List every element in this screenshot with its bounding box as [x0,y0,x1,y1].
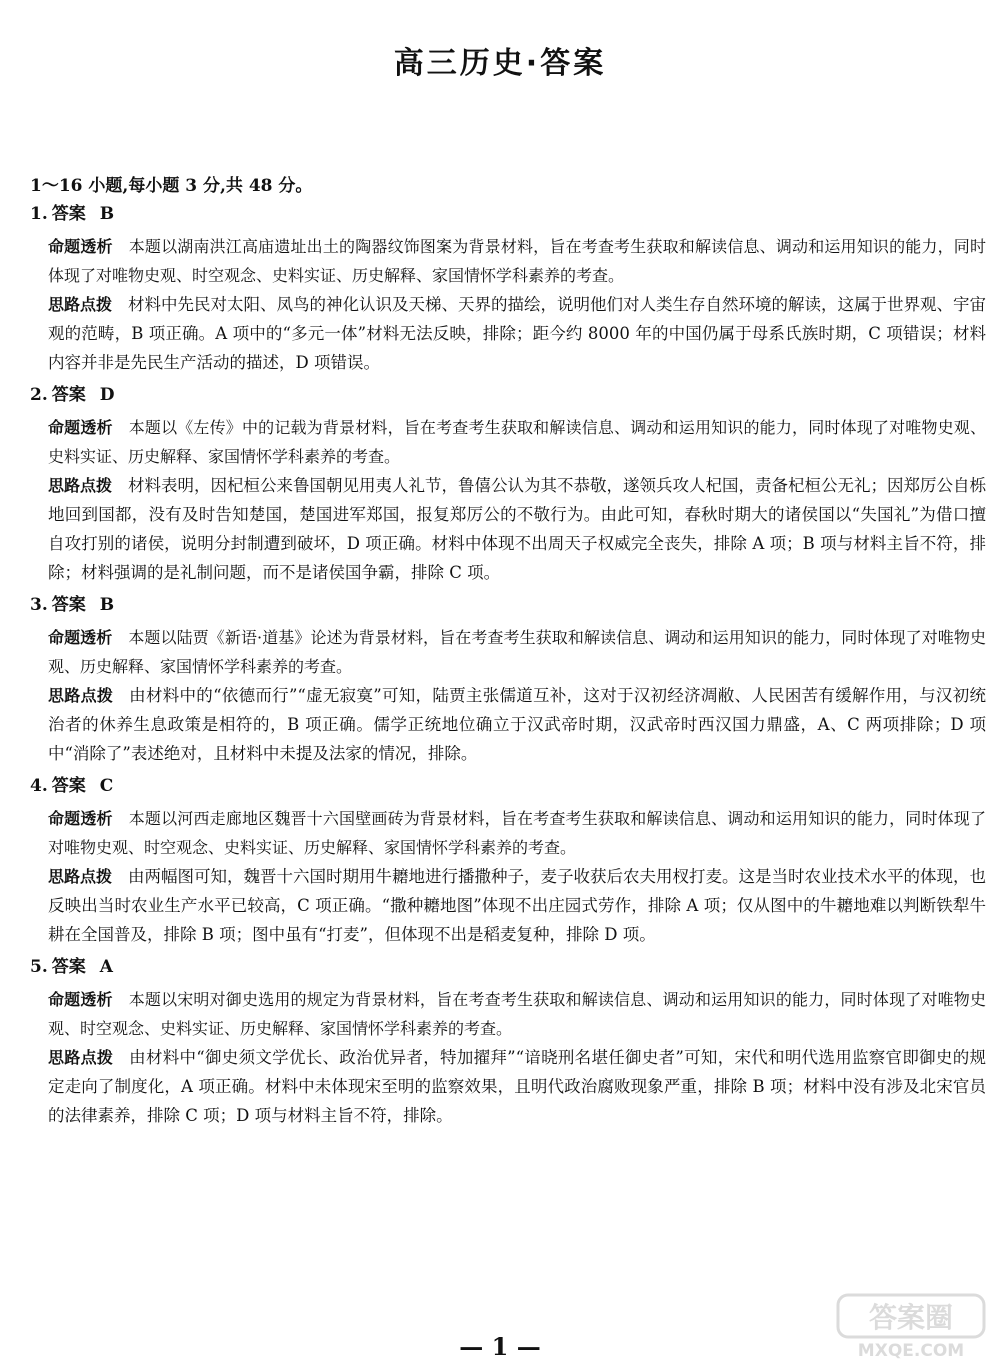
answer-line [30,772,970,804]
approach-text: 由两幅图可知，魏晋十六国时期用牛耱地进行播撒种子，麦子收获后农夫用杈打麦。这是当时农业技术水平的体现，也反映出当时农业生产水平已较高，C 项正确。“撒种耱地图”体现不出庄园式劳作，排除 A 项；仅从图中的牛耱地难以判断铁犁牛耕在全国普及，排除 B 项；图中虽有“打麦”，但体现不出是稻麦复种，排除 D 项。 [48,867,987,944]
analysis-text: 本题以陆贾《新语·道基》论述为背景材料，旨在考查考生获取和解读信息、调动和运用知识的能力，同时体现了对唯物史观、历史解释、家国情怀学科素养的考查。 [48,628,986,676]
answer-value: B [99,204,115,224]
analysis-paragraph [48,413,986,471]
analysis-paragraph [48,232,986,290]
approach-text: 材料中先民对太阳、凤鸟的神化认识及天梯、天界的描绘，说明他们对人类生存自然环境的解读，这属于世界观、宇宙观的范畴，B 项正确。A 项中的“多元一体”材料无法反映，排除；距今约 8000 年的中国仍属于母系氏族时期，C 项错误；材料内容并非是先民生产活动的描述，D 项错误。 [48,295,987,372]
question-1 [30,200,987,381]
approach-label: 思路点拨 [48,867,113,886]
question-number: 1. [30,204,48,224]
analysis-paragraph [48,985,986,1043]
analysis-label: 命题透析 [48,418,113,437]
answer-value: B [99,595,115,615]
analysis-text: 本题以宋明对御史选用的规定为背景材料，旨在考查考生获取和解读信息、调动和运用知识的能力，同时体现了对唯物史观、时空观念、史料实证、历史解释、家国情怀学科素养的考查。 [48,990,986,1038]
analysis-label: 命题透析 [48,628,113,647]
approach-text: 由材料中的“依德而行”“虚无寂寞”可知，陆贾主张儒道互补，这对于汉初经济凋敝、人民困苦有缓解作用，与汉初统治者的休养生息政策是相符的，B 项正确。儒学正统地位确立于汉武帝时期，汉武帝时西汉国力鼎盛，A、C 两项排除；D 项中“消除了”表述绝对，且材料中未提及法家的情况，排除。 [48,686,986,763]
answer-value: D [99,385,115,405]
answer-label: 答案 [51,595,86,615]
answer-line [30,953,970,985]
answer-value: A [99,957,113,977]
answer-label: 答案 [51,776,86,796]
approach-label: 思路点拨 [48,476,113,495]
approach-text: 材料表明，因杞桓公来鲁国朝见用夷人礼节，鲁僖公认为其不恭敬，遂领兵攻人杞国，责备杞桓公无礼；因郑厉公自栎地回到国都，没有及时告知楚国，楚国进军郑国，报复郑厉公的不敬行为。由此可知，春秋时期大的诸侯国以“失国礼”为借口擅自攻打别的诸侯，说明分封制遭到破坏，D 项正确。材料中体现不出周天子权威完全丧失，排除 A 项；B 项与材料主旨不符，排除；材料强调的是礼制问题，而不是诸侯国争霸，排除 C 项。 [48,476,987,582]
answer-value: C [99,776,114,796]
answer-line [30,591,970,623]
question-3 [30,591,986,772]
approach-paragraph [48,862,986,949]
svg-text:答案圈: 答案圈 [868,1301,954,1334]
approach-label: 思路点拨 [48,1048,114,1067]
svg-text:MXQE.COM: MXQE.COM [857,1341,965,1361]
analysis-text: 本题以河西走廊地区魏晋十六国壁画砖为背景材料，旨在考查考生获取和解读信息、调动和运用知识的能力，同时体现了对唯物史观、时空观念、史料实证、历史解释、家国情怀学科素养的考查。 [48,809,986,857]
question-4 [30,772,987,953]
question-number: 2. [30,385,48,405]
analysis-paragraph [48,623,986,681]
approach-paragraph [48,1043,986,1130]
analysis-text: 本题以《左传》中的记载为背景材料，旨在考查考生获取和解读信息、调动和运用知识的能力，同时体现了对唯物史观、史料实证、历史解释、家国情怀学科素养的考查。 [48,418,986,466]
section-intro: 1～16 小题,每小题 3 分,共 48 分。 [30,176,313,196]
analysis-label: 命题透析 [48,990,113,1009]
approach-text: 由材料中“御史须文学优长、政治优异者，特加擢拜”“谙晓刑名堪任御史者”可知，宋代和明代选用监察官即御史的规定走向了制度化，A 项正确。材料中未体现宋至明的监察效果，且明代政治腐败现象严重，排除 B 项；材料中没有涉及北宋官员的法律素养，排除 C 项；D 项与材料主旨不符，排除。 [48,1048,986,1125]
analysis-paragraph [48,804,986,862]
analysis-label: 命题透析 [48,809,113,828]
approach-label: 思路点拨 [48,686,114,705]
question-number: 5. [30,957,48,977]
approach-paragraph [48,681,986,768]
question-number: 4. [30,776,48,796]
approach-label: 思路点拨 [48,295,113,314]
answer-label: 答案 [51,385,86,405]
analysis-label: 命题透析 [48,237,113,256]
approach-paragraph [48,290,986,377]
question-5 [30,953,986,1130]
question-2 [30,381,987,591]
questions-list [30,200,987,1130]
answer-label: 答案 [51,957,86,977]
page-title: 高三历史·答案 [393,46,607,81]
answer-label: 答案 [51,204,86,224]
approach-paragraph [48,471,986,587]
watermark-logo [836,1293,986,1361]
question-number: 3. [30,595,48,615]
analysis-text: 本题以湖南洪江高庙遗址出土的陶器纹饰图案为背景材料，旨在考查考生获取和解读信息、调动和运用知识的能力，同时体现了对唯物史观、时空观念、史料实证、历史解释、家国情怀学科素养的考查。 [48,237,986,285]
page-number: — 1 — [459,1332,541,1361]
answer-line [30,200,970,232]
answer-line [30,381,970,413]
